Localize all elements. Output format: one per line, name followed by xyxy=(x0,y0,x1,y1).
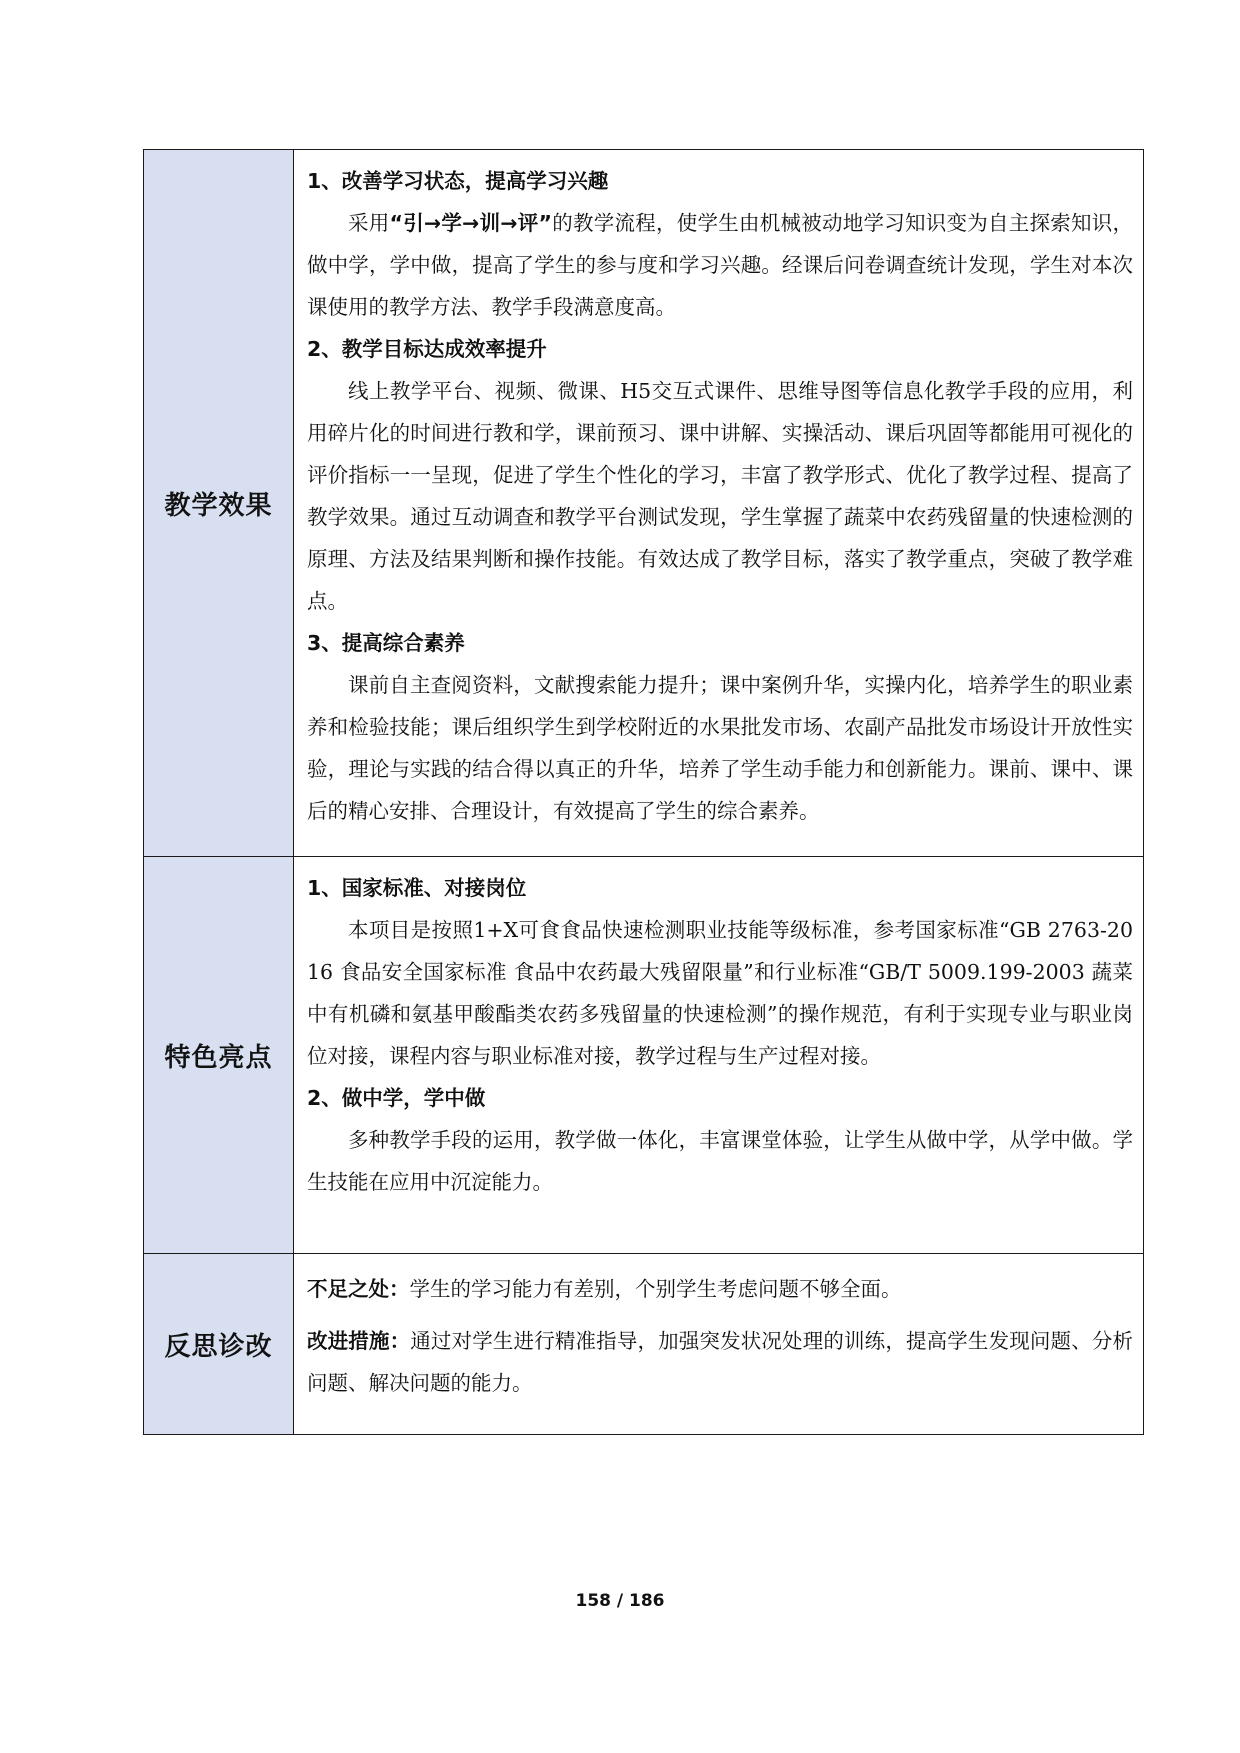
row-label-cell xyxy=(144,1254,294,1435)
paragraph-text-start: 采用 xyxy=(348,211,390,235)
section-heading: 1、改善学习状态，提高学习兴趣 xyxy=(307,169,609,193)
section-paragraph xyxy=(307,202,1133,328)
section-heading: 2、做中学，学中做 xyxy=(307,1086,486,1110)
page-number: 158 / 186 xyxy=(575,1591,665,1611)
improvement-note xyxy=(307,1320,1133,1404)
row-label-cell xyxy=(144,150,294,857)
lesson-evaluation-table xyxy=(143,149,1144,1435)
teaching-flow-emphasis: “引→学→训→评” xyxy=(389,211,552,235)
section-paragraph: 多种教学手段的运用，教学做一体化，丰富课堂体验，让学生从做中学，从学中做。学生技能在应用中沉淀能力。 xyxy=(307,1128,1133,1194)
section-paragraph: 本项目是按照1+X可食食品快速检测职业技能等级标准，参考国家标准“GB 2763-2016 食品安全国家标准 食品中农药最大残留限量”和行业标准“GB/T 5009.199-2003 蔬菜中有机磷和氨基甲酸酯类农药多残留量的快速检测”的操作规范，有利于实现专业与职业岗位对接，课程内容与职业标准对接，教学过程与生产过程对接。 xyxy=(307,918,1133,1068)
section-heading: 2、教学目标达成效率提升 xyxy=(307,337,547,361)
row-content-reflection xyxy=(294,1254,1144,1435)
section-paragraph: 线上教学平台、视频、微课、H5交互式课件、思维导图等信息化教学手段的应用，利用碎片化的时间进行教和学，课前预习、课中讲解、实操活动、课后巩固等都能用可视化的评价指标一一呈现，促进了学生个性化的学习，丰富了教学形式、优化了教学过程、提高了教学效果。通过互动调查和教学平台测试发现，学生掌握了蔬菜中农药残留量的快速检测的原理、方法及结果判断和操作技能。有效达成了教学目标，落实了教学重点，突破了教学难点。 xyxy=(307,379,1133,613)
section-paragraph: 课前自主查阅资料，文献搜索能力提升；课中案例升华，实操内化，培养学生的职业素养和检验技能；课后组织学生到学校附近的水果批发市场、农副产品批发市场设计开放性实验，理论与实践的结合得以真正的升华，培养了学生动手能力和创新能力。课前、课中、课后的精心安排、合理设计，有效提高了学生的综合素养。 xyxy=(307,673,1133,823)
improvement-label: 改进措施： xyxy=(307,1329,411,1353)
shortcomings-text: 学生的学习能力有差别，个别学生考虑问题不够全面。 xyxy=(409,1277,902,1301)
section-heading: 1、国家标准、对接岗位 xyxy=(307,876,527,900)
shortcomings-label: 不足之处： xyxy=(307,1277,410,1301)
row-label-teaching-effect: 教学效果 xyxy=(164,490,273,521)
row-label-features: 特色亮点 xyxy=(164,1042,273,1073)
row-label-reflection: 反思诊改 xyxy=(164,1331,273,1362)
improvement-text: 通过对学生进行精准指导，加强突发状况处理的训练，提高学生发现问题、分析问题、解决问题的能力。 xyxy=(307,1329,1134,1395)
shortcomings-note xyxy=(307,1268,1133,1310)
section-heading: 3、提高综合素养 xyxy=(307,631,465,655)
paragraph-text-end: 的教学流程，使学生由机械被动地学习知识变为自主探索知识，做中学，学中做，提高了学生的参与度和学习兴趣。经课后问卷调查统计发现，学生对本次课使用的教学方法、教学手段满意度高。 xyxy=(307,211,1134,319)
row-content-teaching-effect xyxy=(294,150,1144,857)
row-content-features xyxy=(294,857,1144,1254)
row-label-cell xyxy=(144,857,294,1254)
table-row-features xyxy=(144,857,1144,1254)
table-row-reflection xyxy=(144,1254,1144,1435)
table-row-teaching-effect xyxy=(144,150,1144,857)
